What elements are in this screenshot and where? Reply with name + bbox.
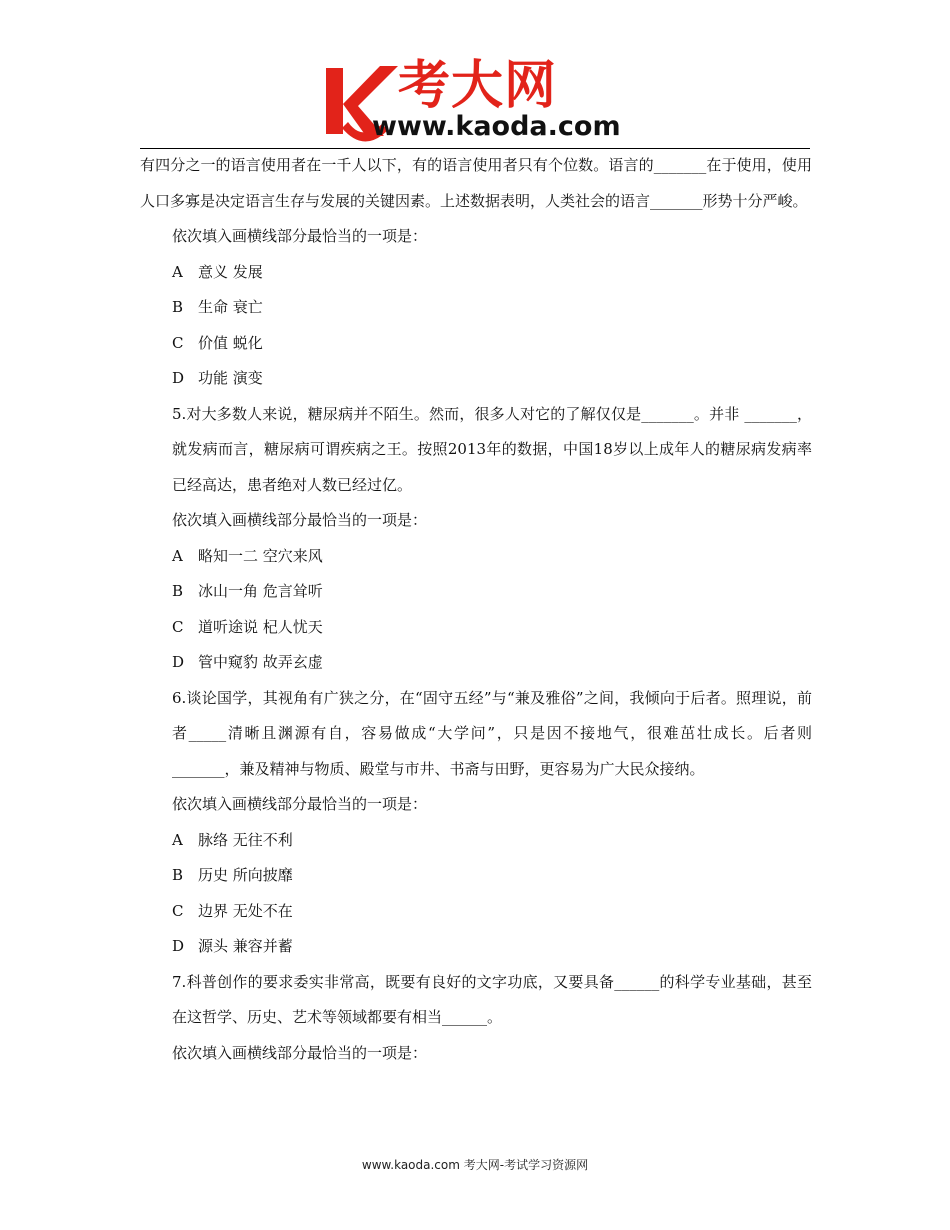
question-prompt: 依次填入画横线部分最恰当的一项是： xyxy=(172,1043,428,1062)
page-footer: www.kaoda.com 考大网-考试学习资源网 xyxy=(361,1158,589,1172)
logo-url: www.kaoda.com xyxy=(372,111,621,142)
option-b: B 冰山一角 危言耸听 xyxy=(172,582,323,600)
option-c: C 价值 蜕化 xyxy=(172,333,263,352)
site-logo[interactable] xyxy=(322,58,642,144)
question-prompt: 依次填入画横线部分最恰当的一项是： xyxy=(172,511,428,529)
question-6: 6.谈论国学，其视角有广狭之分，在“固守五经”与“兼及雅俗”之间，我倾向于后者。照理说，前者_____清晰且渊源有自，容易做成“大学问”，只是因不接地气，很难茁壮成长。后者则_______，兼及精神与物质、殿堂与市井、书斋与田野，更容易为广大民众接纳。 xyxy=(172,688,812,778)
logo-chinese-name: 考大网 xyxy=(398,56,558,116)
option-d: D 源头 兼容并蓄 xyxy=(172,937,293,955)
option-c: C 边界 无处不在 xyxy=(172,901,293,920)
option-b: B 历史 所向披靡 xyxy=(172,866,293,884)
question-7: 7.科普创作的要求委实非常高，既要有良好的文字功底，又要具备______的科学专业基础，甚至在这哲学、历史、艺术等领域都要有相当______。 xyxy=(172,972,812,1026)
option-c: C 道听途说 杞人忧天 xyxy=(172,617,323,636)
option-d: D 功能 演变 xyxy=(172,369,263,387)
question-prompt: 依次填入画横线部分最恰当的一项是： xyxy=(172,795,428,813)
option-d: D 管中窥豹 故弄玄虚 xyxy=(172,653,323,671)
option-a: A 脉络 无往不利 xyxy=(172,830,293,849)
question-5: 5.对大多数人来说，糖尿病并不陌生。然而，很多人对它的了解仅仅是_______。并非 _______，就发病而言，糖尿病可谓疾病之王。按照2013年的数据，中国18岁以上成年人的糖尿病发病率已经高达，患者绝对人数已经过亿。 xyxy=(172,404,812,494)
option-b: B 生命 衰亡 xyxy=(172,298,263,316)
option-a: A 意义 发展 xyxy=(172,262,263,281)
question-prompt: 依次填入画横线部分最恰当的一项是： xyxy=(172,227,428,245)
option-a: A 略知一二 空穴来风 xyxy=(172,546,323,565)
paragraph-intro: 有四分之一的语言使用者在一千人以下，有的语言使用者只有个位数。语言的_______在于使用，使用人口多寡是决定语言生存与发展的关键因素。上述数据表明，人类社会的语言_______形势十分严峻。 xyxy=(140,156,812,210)
document-body xyxy=(140,148,812,1071)
